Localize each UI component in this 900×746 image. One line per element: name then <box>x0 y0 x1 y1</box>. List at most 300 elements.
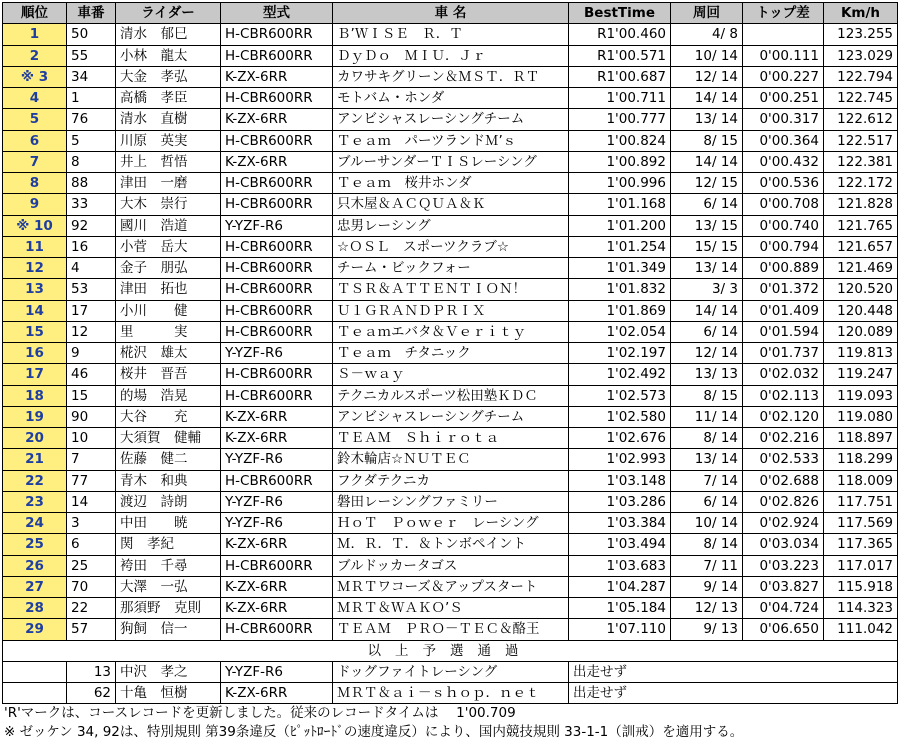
rider-cell: 小菅 岳大 <box>116 236 221 257</box>
table-row <box>3 24 898 45</box>
position-cell: 28 <box>3 598 67 619</box>
table-row <box>3 279 898 300</box>
rider-cell: 大金 孝弘 <box>116 66 221 87</box>
model-cell: K-ZX-6RR <box>221 683 333 704</box>
team-cell: ☆ＯＳＬ スポーツクラブ☆ <box>333 236 569 257</box>
team-cell: ＴＥＡＭ ＰＲＯ－ＴＥＣ＆酪王 <box>333 619 569 640</box>
table-row <box>3 88 898 109</box>
number-cell: 77 <box>67 470 116 491</box>
number-cell: 14 <box>67 491 116 512</box>
best-time-cell: 1'03.384 <box>569 513 671 534</box>
speed-cell: 118.299 <box>824 449 898 470</box>
model-cell: H-CBR600RR <box>221 300 333 321</box>
note-record: 'R'マークは、コースレコードを更新しました。従来のレコードタイムは 1'00.709 <box>4 705 516 722</box>
laps-cell: 12/ 15 <box>671 173 743 194</box>
model-cell: H-CBR600RR <box>221 24 333 45</box>
number-cell: 3 <box>67 513 116 534</box>
gap-cell: 0'02.113 <box>743 385 824 406</box>
table-row <box>3 300 898 321</box>
rider-cell: 高橋 孝臣 <box>116 88 221 109</box>
number-cell: 53 <box>67 279 116 300</box>
best-time-cell: 1'05.184 <box>569 598 671 619</box>
position-cell: 25 <box>3 534 67 555</box>
best-time-cell: 1'01.869 <box>569 300 671 321</box>
team-cell: Ｕ１ＧＲＡＮＤＰＲＩＸ <box>333 300 569 321</box>
position-cell: 21 <box>3 449 67 470</box>
speed-cell: 117.569 <box>824 513 898 534</box>
rider-cell: 袴田 千尋 <box>116 555 221 576</box>
model-cell: Y-YZF-R6 <box>221 343 333 364</box>
model-cell: H-CBR600RR <box>221 236 333 257</box>
header-model: 型式 <box>221 3 333 24</box>
rider-cell: 関 孝紀 <box>116 534 221 555</box>
gap-cell: 0'00.740 <box>743 215 824 236</box>
position-cell: ※ 3 <box>3 66 67 87</box>
number-cell: 4 <box>67 258 116 279</box>
position-cell: 6 <box>3 130 67 151</box>
speed-cell: 122.381 <box>824 151 898 172</box>
speed-cell: 123.029 <box>824 45 898 66</box>
speed-cell: 122.794 <box>824 66 898 87</box>
table-row <box>3 470 898 491</box>
speed-cell: 114.323 <box>824 598 898 619</box>
team-cell: ＤｙＤｏ ＭＩＵ．Ｊｒ <box>333 45 569 66</box>
speed-cell: 119.813 <box>824 343 898 364</box>
rider-cell: 里 実 <box>116 321 221 342</box>
number-cell: 15 <box>67 385 116 406</box>
model-cell: H-CBR600RR <box>221 321 333 342</box>
number-cell: 46 <box>67 364 116 385</box>
rider-cell: 椛沢 雄太 <box>116 343 221 364</box>
laps-cell: 12/ 13 <box>671 598 743 619</box>
laps-cell: 9/ 14 <box>671 576 743 597</box>
best-time-cell: 1'02.054 <box>569 321 671 342</box>
model-cell: K-ZX-6RR <box>221 151 333 172</box>
speed-cell: 122.612 <box>824 109 898 130</box>
team-cell: Ｓ－ｗａｙ <box>333 364 569 385</box>
rider-cell: 小川 健 <box>116 300 221 321</box>
rider-cell: 十亀 恒樹 <box>116 683 221 704</box>
best-time-cell: 1'01.200 <box>569 215 671 236</box>
gap-cell: 0'02.688 <box>743 470 824 491</box>
team-cell: Ｔｅａｍエバタ＆Ｖｅｒｉｔｙ <box>333 321 569 342</box>
team-cell: アンビシャスレーシングチーム <box>333 406 569 427</box>
notes <box>2 704 897 742</box>
position-cell: 20 <box>3 428 67 449</box>
number-cell: 90 <box>67 406 116 427</box>
model-cell: Y-YZF-R6 <box>221 449 333 470</box>
laps-cell: 4/ 8 <box>671 24 743 45</box>
model-cell: H-CBR600RR <box>221 279 333 300</box>
best-time-cell: 1'00.996 <box>569 173 671 194</box>
position-cell: 5 <box>3 109 67 130</box>
gap-cell: 0'06.650 <box>743 619 824 640</box>
gap-cell: 0'01.594 <box>743 321 824 342</box>
speed-cell: 117.751 <box>824 491 898 512</box>
rider-cell: 大須賀 健輔 <box>116 428 221 449</box>
speed-cell: 118.009 <box>824 470 898 491</box>
laps-cell: 13/ 15 <box>671 215 743 236</box>
best-time-cell: 1'02.573 <box>569 385 671 406</box>
gap-cell: 0'04.724 <box>743 598 824 619</box>
header-gap: トップ差 <box>743 3 824 24</box>
header-row <box>3 3 898 24</box>
team-cell: 忠男レーシング <box>333 215 569 236</box>
laps-cell: 13/ 14 <box>671 258 743 279</box>
team-cell: Ｔｅａｍ パーツランドＭ’ｓ <box>333 130 569 151</box>
rider-cell: 中沢 孝之 <box>116 661 221 682</box>
speed-cell: 123.255 <box>824 24 898 45</box>
rider-cell: 青木 和典 <box>116 470 221 491</box>
rider-cell: 中田 暁 <box>116 513 221 534</box>
status-cell: 出走せず <box>569 661 898 682</box>
gap-cell: 0'02.924 <box>743 513 824 534</box>
laps-cell: 13/ 14 <box>671 449 743 470</box>
status-cell: 出走せず <box>569 683 898 704</box>
table-row <box>3 534 898 555</box>
rider-cell: 渡辺 詩朗 <box>116 491 221 512</box>
gap-cell: 0'01.372 <box>743 279 824 300</box>
best-time-cell: 1'02.580 <box>569 406 671 427</box>
table-row <box>3 449 898 470</box>
rider-cell: 金子 朋弘 <box>116 258 221 279</box>
table-row <box>3 236 898 257</box>
speed-cell: 115.918 <box>824 576 898 597</box>
laps-cell: 14/ 14 <box>671 151 743 172</box>
gap-cell: 0'03.827 <box>743 576 824 597</box>
speed-cell: 122.172 <box>824 173 898 194</box>
model-cell: H-CBR600RR <box>221 385 333 406</box>
best-time-cell: 1'01.254 <box>569 236 671 257</box>
best-time-cell: 1'02.676 <box>569 428 671 449</box>
speed-cell: 122.745 <box>824 88 898 109</box>
team-cell: ブルドッカータゴス <box>333 555 569 576</box>
team-cell: テクニカルスポーツ松田塾ＫＤＣ <box>333 385 569 406</box>
rider-cell: 川原 英実 <box>116 130 221 151</box>
gap-cell: 0'01.409 <box>743 300 824 321</box>
best-time-cell: 1'02.492 <box>569 364 671 385</box>
table-row <box>3 576 898 597</box>
header-laps: 周回 <box>671 3 743 24</box>
gap-cell: 0'03.223 <box>743 555 824 576</box>
speed-cell: 119.247 <box>824 364 898 385</box>
model-cell: Y-YZF-R6 <box>221 491 333 512</box>
number-cell: 62 <box>67 683 116 704</box>
number-cell: 55 <box>67 45 116 66</box>
model-cell: K-ZX-6RR <box>221 109 333 130</box>
best-time-cell: 1'02.197 <box>569 343 671 364</box>
speed-cell: 119.080 <box>824 406 898 427</box>
table-row <box>3 66 898 87</box>
position-cell: 17 <box>3 364 67 385</box>
non-qualified-row <box>3 661 898 682</box>
best-time-cell: 1'04.287 <box>569 576 671 597</box>
number-cell: 12 <box>67 321 116 342</box>
table-row <box>3 258 898 279</box>
separator-label: 以上予選通過 <box>3 640 898 661</box>
gap-cell: 0'00.708 <box>743 194 824 215</box>
best-time-cell: 1'03.494 <box>569 534 671 555</box>
best-time-cell: 1'03.286 <box>569 491 671 512</box>
best-time-cell: 1'01.168 <box>569 194 671 215</box>
rider-cell: 桜井 晋吾 <box>116 364 221 385</box>
laps-cell: 8/ 14 <box>671 534 743 555</box>
model-cell: H-CBR600RR <box>221 45 333 66</box>
blank-position-cell <box>3 683 67 704</box>
team-cell: 磐田レーシングファミリー <box>333 491 569 512</box>
position-cell: 12 <box>3 258 67 279</box>
number-cell: 17 <box>67 300 116 321</box>
gap-cell: 0'00.111 <box>743 45 824 66</box>
model-cell: H-CBR600RR <box>221 364 333 385</box>
model-cell: H-CBR600RR <box>221 619 333 640</box>
speed-cell: 121.828 <box>824 194 898 215</box>
header-rider: ライダー <box>116 3 221 24</box>
speed-cell: 117.365 <box>824 534 898 555</box>
team-cell: 只木屋＆ＡＣＱＵＡ＆Ｋ <box>333 194 569 215</box>
rider-cell: 大谷 充 <box>116 406 221 427</box>
laps-cell: 8/ 15 <box>671 130 743 151</box>
table-row <box>3 555 898 576</box>
model-cell: H-CBR600RR <box>221 194 333 215</box>
model-cell: K-ZX-6RR <box>221 534 333 555</box>
model-cell: H-CBR600RR <box>221 88 333 109</box>
best-time-cell: R1'00.687 <box>569 66 671 87</box>
table-row <box>3 173 898 194</box>
model-cell: K-ZX-6RR <box>221 66 333 87</box>
laps-cell: 12/ 14 <box>671 66 743 87</box>
laps-cell: 10/ 14 <box>671 513 743 534</box>
number-cell: 76 <box>67 109 116 130</box>
team-cell: ＴＥＡＭ Ｓｈｉｒｏｔａ <box>333 428 569 449</box>
best-time-cell: 1'01.832 <box>569 279 671 300</box>
gap-cell: 0'03.034 <box>743 534 824 555</box>
position-cell: 27 <box>3 576 67 597</box>
team-cell: 鈴木輪店☆ＮＵＴＥＣ <box>333 449 569 470</box>
table-row <box>3 385 898 406</box>
results-body <box>3 24 898 704</box>
laps-cell: 8/ 14 <box>671 428 743 449</box>
team-cell: チーム・ビックフォー <box>333 258 569 279</box>
speed-cell: 119.093 <box>824 385 898 406</box>
gap-cell: 0'00.432 <box>743 151 824 172</box>
header-best-time: BestTime <box>569 3 671 24</box>
separator-row <box>3 640 898 661</box>
team-cell: ＴＳＲ＆ＡＴＴＥＮＴＩＯＮ！ <box>333 279 569 300</box>
position-cell: 16 <box>3 343 67 364</box>
rider-cell: 大澤 一弘 <box>116 576 221 597</box>
number-cell: 5 <box>67 130 116 151</box>
table-row <box>3 151 898 172</box>
table-row <box>3 619 898 640</box>
best-time-cell: 1'03.148 <box>569 470 671 491</box>
laps-cell: 12/ 14 <box>671 343 743 364</box>
speed-cell: 118.897 <box>824 428 898 449</box>
laps-cell: 8/ 15 <box>671 385 743 406</box>
position-cell: 7 <box>3 151 67 172</box>
speed-cell: 121.657 <box>824 236 898 257</box>
number-cell: 25 <box>67 555 116 576</box>
rider-cell: 小林 龍太 <box>116 45 221 66</box>
laps-cell: 6/ 14 <box>671 491 743 512</box>
speed-cell: 111.042 <box>824 619 898 640</box>
model-cell: K-ZX-6RR <box>221 406 333 427</box>
table-row <box>3 428 898 449</box>
note-penalty: ※ ゼッケン 34, 92は、特別規則 第39条違反（ﾋﾟｯﾄﾛｰﾄﾞの速度違反）により、国内競技規則 33-1-1（訓戒）を適用する。 <box>4 724 744 741</box>
number-cell: 70 <box>67 576 116 597</box>
team-cell: ＭＲＴ＆ａｉ－ｓｈｏｐ．ｎｅｔ <box>333 683 569 704</box>
number-cell: 7 <box>67 449 116 470</box>
results-sheet <box>2 2 897 742</box>
laps-cell: 10/ 14 <box>671 45 743 66</box>
number-cell: 9 <box>67 343 116 364</box>
results-table <box>2 2 898 704</box>
model-cell: H-CBR600RR <box>221 555 333 576</box>
table-row <box>3 343 898 364</box>
model-cell: Y-YZF-R6 <box>221 215 333 236</box>
laps-cell: 11/ 14 <box>671 406 743 427</box>
model-cell: H-CBR600RR <box>221 470 333 491</box>
table-row <box>3 130 898 151</box>
team-cell: ブルーサンダーＴＩＳレーシング <box>333 151 569 172</box>
position-cell: 1 <box>3 24 67 45</box>
gap-cell: 0'00.794 <box>743 236 824 257</box>
rider-cell: 狗飼 信一 <box>116 619 221 640</box>
model-cell: Y-YZF-R6 <box>221 513 333 534</box>
team-cell: ドッグファイトレーシング <box>333 661 569 682</box>
table-row <box>3 321 898 342</box>
number-cell: 50 <box>67 24 116 45</box>
rider-cell: 國川 浩道 <box>116 215 221 236</box>
speed-cell: 121.469 <box>824 258 898 279</box>
rider-cell: 津田 拓也 <box>116 279 221 300</box>
number-cell: 33 <box>67 194 116 215</box>
best-time-cell: 1'00.777 <box>569 109 671 130</box>
number-cell: 57 <box>67 619 116 640</box>
table-row <box>3 406 898 427</box>
team-cell: Ｍ．Ｒ．Ｔ．＆トンボペイント <box>333 534 569 555</box>
position-cell: ※ 10 <box>3 215 67 236</box>
best-time-cell: 1'00.892 <box>569 151 671 172</box>
position-cell: 4 <box>3 88 67 109</box>
best-time-cell: 1'03.683 <box>569 555 671 576</box>
position-cell: 14 <box>3 300 67 321</box>
speed-cell: 117.017 <box>824 555 898 576</box>
model-cell: K-ZX-6RR <box>221 598 333 619</box>
table-row <box>3 364 898 385</box>
speed-cell: 121.765 <box>824 215 898 236</box>
team-cell: フクダテクニカ <box>333 470 569 491</box>
gap-cell: 0'02.533 <box>743 449 824 470</box>
header-speed: Km/h <box>824 3 898 24</box>
rider-cell: 津田 一磨 <box>116 173 221 194</box>
number-cell: 10 <box>67 428 116 449</box>
laps-cell: 14/ 14 <box>671 300 743 321</box>
position-cell: 18 <box>3 385 67 406</box>
number-cell: 1 <box>67 88 116 109</box>
rider-cell: 的場 浩晃 <box>116 385 221 406</box>
blank-position-cell <box>3 661 67 682</box>
header-team: 車 名 <box>333 3 569 24</box>
rider-cell: 清水 郁巳 <box>116 24 221 45</box>
best-time-cell: 1'00.824 <box>569 130 671 151</box>
number-cell: 16 <box>67 236 116 257</box>
speed-cell: 122.517 <box>824 130 898 151</box>
team-cell: ＭＲＴ＆ＷＡＫＯ’Ｓ <box>333 598 569 619</box>
position-cell: 24 <box>3 513 67 534</box>
header-position: 順位 <box>3 3 67 24</box>
model-cell: H-CBR600RR <box>221 173 333 194</box>
rider-cell: 大木 崇行 <box>116 194 221 215</box>
table-row <box>3 45 898 66</box>
position-cell: 9 <box>3 194 67 215</box>
position-cell: 26 <box>3 555 67 576</box>
model-cell: Y-YZF-R6 <box>221 661 333 682</box>
number-cell: 22 <box>67 598 116 619</box>
gap-cell: 0'00.889 <box>743 258 824 279</box>
best-time-cell: 1'01.349 <box>569 258 671 279</box>
gap-cell: 0'00.251 <box>743 88 824 109</box>
gap-cell: 0'00.536 <box>743 173 824 194</box>
best-time-cell: R1'00.571 <box>569 45 671 66</box>
position-cell: 11 <box>3 236 67 257</box>
table-row <box>3 215 898 236</box>
gap-cell: 0'00.317 <box>743 109 824 130</box>
model-cell: H-CBR600RR <box>221 258 333 279</box>
table-row <box>3 109 898 130</box>
number-cell: 8 <box>67 151 116 172</box>
position-cell: 22 <box>3 470 67 491</box>
speed-cell: 120.448 <box>824 300 898 321</box>
team-cell: アンビシャスレーシングチーム <box>333 109 569 130</box>
laps-cell: 7/ 14 <box>671 470 743 491</box>
gap-cell: 0'02.120 <box>743 406 824 427</box>
gap-cell: 0'01.737 <box>743 343 824 364</box>
speed-cell: 120.520 <box>824 279 898 300</box>
gap-cell: 0'00.227 <box>743 66 824 87</box>
best-time-cell: 1'02.993 <box>569 449 671 470</box>
laps-cell: 13/ 13 <box>671 364 743 385</box>
position-cell: 13 <box>3 279 67 300</box>
team-cell: カワサキグリーン＆ＭＳＴ．ＲＴ <box>333 66 569 87</box>
laps-cell: 15/ 15 <box>671 236 743 257</box>
laps-cell: 6/ 14 <box>671 321 743 342</box>
rider-cell: 佐藤 健二 <box>116 449 221 470</box>
position-cell: 23 <box>3 491 67 512</box>
non-qualified-row <box>3 683 898 704</box>
laps-cell: 13/ 14 <box>671 109 743 130</box>
header-number: 車番 <box>67 3 116 24</box>
number-cell: 92 <box>67 215 116 236</box>
table-row <box>3 598 898 619</box>
gap-cell <box>743 24 824 45</box>
table-row <box>3 491 898 512</box>
number-cell: 88 <box>67 173 116 194</box>
gap-cell: 0'02.032 <box>743 364 824 385</box>
team-cell: Ｔｅａｍ 桜井ホンダ <box>333 173 569 194</box>
gap-cell: 0'00.364 <box>743 130 824 151</box>
position-cell: 2 <box>3 45 67 66</box>
position-cell: 8 <box>3 173 67 194</box>
team-cell: ＨｏＴ Ｐｏｗｅｒ レーシング <box>333 513 569 534</box>
number-cell: 34 <box>67 66 116 87</box>
number-cell: 13 <box>67 661 116 682</box>
gap-cell: 0'02.216 <box>743 428 824 449</box>
laps-cell: 3/ 3 <box>671 279 743 300</box>
laps-cell: 6/ 14 <box>671 194 743 215</box>
number-cell: 6 <box>67 534 116 555</box>
best-time-cell: 1'07.110 <box>569 619 671 640</box>
